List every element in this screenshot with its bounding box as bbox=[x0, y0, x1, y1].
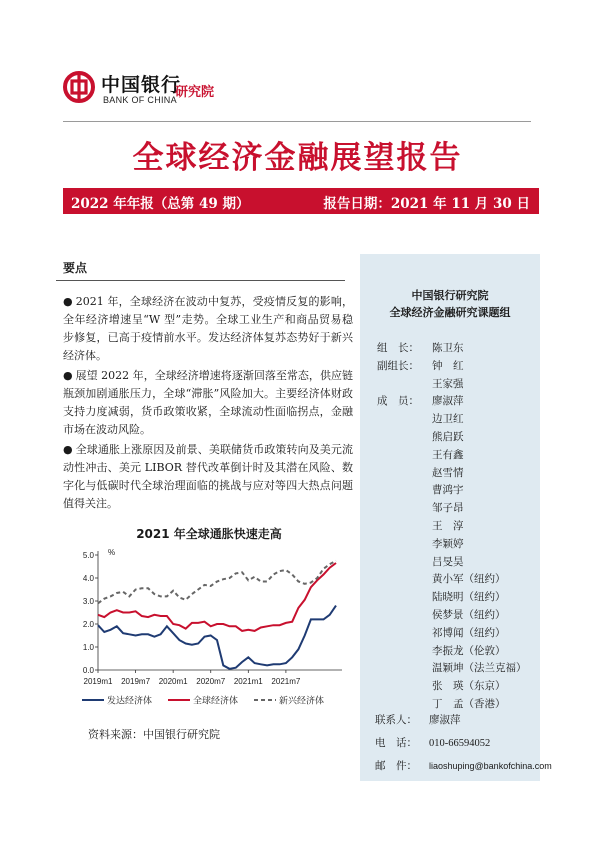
roster-member-name: 边卫红 bbox=[432, 413, 464, 426]
roster-row bbox=[377, 643, 527, 661]
research-team-sidebar bbox=[360, 254, 552, 781]
roster-role: 组 长： bbox=[377, 342, 419, 354]
roster-row bbox=[377, 500, 527, 518]
roster-member-name: 王家强 bbox=[432, 377, 464, 390]
roster-row bbox=[377, 393, 527, 411]
roster-row bbox=[377, 625, 527, 643]
report-title: 全球经济金融展望报告 bbox=[132, 140, 463, 176]
roster-row bbox=[377, 465, 527, 483]
contact-email-row: 邮 件： liaoshuping@bankofchina.com bbox=[375, 760, 552, 772]
roster-member-name: 陆晓明（纽约） bbox=[432, 591, 506, 604]
header-divider bbox=[63, 121, 531, 122]
y-tick-label: 3.0 bbox=[82, 597, 94, 606]
y-unit-label: % bbox=[108, 548, 116, 557]
y-tick-label: 2.0 bbox=[82, 620, 94, 629]
key-points-list bbox=[63, 293, 353, 515]
roster-row bbox=[377, 554, 527, 572]
roster-member-name: 李颖婷 bbox=[432, 537, 464, 550]
key-point-item: ● 2021 年，全球经济在波动中复苏，受疫情反复的影响，全年经济增速呈“W 型”走势。全球工业生产和商品贸易稳步修复，已高于疫情前水平。发达经济体复苏态势好于新兴经济体。 bbox=[63, 295, 353, 362]
key-points-divider bbox=[56, 280, 345, 281]
roster-member-name: 钟 红 bbox=[432, 359, 464, 372]
logo-english-name: BANK OF CHINA bbox=[103, 95, 177, 105]
roster-row bbox=[377, 607, 527, 625]
x-tick-label: 2020m7 bbox=[196, 677, 226, 686]
roster-row bbox=[377, 571, 527, 589]
roster-member-name: 黄小军（纽约） bbox=[432, 573, 506, 586]
key-point-item: ● 全球通胀上涨原因及前景、美联储货币政策转向及美元流动性冲击、美元 LIBOR 替代改革倒计时及其潜在风险、数字化与低碳时代全球治理面临的挑战与应对等四大热点问题值得关注。 bbox=[63, 443, 353, 510]
x-tick-label: 2020m1 bbox=[158, 677, 188, 686]
bank-logo bbox=[63, 69, 348, 114]
roster-role: 成 员： bbox=[377, 395, 419, 408]
contact-info bbox=[375, 709, 552, 778]
sidebar-org-name: 中国银行研究院 bbox=[411, 289, 489, 302]
bank-of-china-logo-icon bbox=[63, 71, 95, 103]
roster-member-name: 曹鸿宇 bbox=[432, 484, 464, 497]
roster-row bbox=[377, 589, 527, 607]
roster-member-name: 祁博闻（纽约） bbox=[432, 626, 506, 639]
roster-row bbox=[377, 482, 527, 500]
roster-member-name: 丁 孟（香港） bbox=[432, 697, 506, 710]
roster-member-name: 廖淑萍 bbox=[432, 395, 464, 408]
report-date: 报告日期：2021 年 11 月 30 日 bbox=[323, 196, 530, 212]
roster-row bbox=[377, 340, 527, 358]
x-tick-label: 2021m1 bbox=[233, 677, 263, 686]
roster-row bbox=[377, 358, 527, 376]
legend-label: 全球经济体 bbox=[193, 696, 239, 707]
roster-member-name: 侯梦景（纽约） bbox=[432, 608, 506, 621]
chart-source: 资料来源：中国银行研究院 bbox=[88, 728, 220, 741]
roster-row bbox=[377, 411, 527, 429]
roster-row bbox=[377, 376, 527, 394]
inflation-chart bbox=[74, 525, 364, 745]
y-tick-label: 4.0 bbox=[82, 574, 94, 583]
roster-member-name: 邹子昂 bbox=[432, 502, 464, 515]
roster-row bbox=[377, 429, 527, 447]
series-line-0 bbox=[98, 606, 336, 669]
series-line-1 bbox=[98, 563, 336, 631]
roster-member-name: 陈卫东 bbox=[432, 342, 464, 354]
issue-number: 2022 年年报（总第 49 期） bbox=[71, 196, 250, 212]
legend-label: 新兴经济体 bbox=[279, 696, 325, 707]
x-tick-label: 2019m7 bbox=[121, 677, 151, 686]
bullet-icon: ● bbox=[63, 295, 73, 308]
roster-row bbox=[377, 518, 527, 536]
y-tick-label: 0.0 bbox=[82, 666, 94, 675]
roster-row bbox=[377, 678, 527, 696]
contact-email-link[interactable]: liaoshuping@bankofchina.com bbox=[429, 761, 552, 771]
y-tick-label: 1.0 bbox=[82, 643, 94, 652]
contact-person: 廖淑萍 bbox=[429, 714, 461, 726]
roster-member-name: 李振龙（伦敦） bbox=[432, 644, 506, 657]
roster-member-name: 张 瑛（东京） bbox=[432, 680, 506, 693]
key-points-heading: 要点 bbox=[63, 261, 88, 275]
roster-member-name: 吕旻昊 bbox=[432, 555, 464, 568]
inflation-line-chart bbox=[74, 543, 364, 743]
roster-member-name: 王 淳 bbox=[432, 519, 464, 532]
contact-phone-row: 电 话： 010-66594052 bbox=[375, 737, 491, 749]
roster-member-name: 熊启跃 bbox=[432, 430, 464, 443]
roster-row bbox=[377, 536, 527, 554]
roster-member-name: 温颖坤（法兰克福） bbox=[432, 662, 527, 675]
logo-chinese-name: 中国银行 bbox=[101, 74, 182, 96]
roster-row bbox=[377, 660, 527, 678]
roster-row bbox=[377, 447, 527, 465]
x-tick-label: 2021m7 bbox=[271, 677, 301, 686]
contact-person-row: 联系人： 廖淑萍 bbox=[375, 714, 461, 726]
roster-member-name: 王有鑫 bbox=[432, 448, 464, 461]
department-name: 研究院 bbox=[175, 85, 215, 100]
key-point-item: ● 展望 2022 年，全球经济增速将逐渐回落至常态，供应链瓶颈加剧通胀压力，全球“滞胀”风险加大。主要经济体财政支持力度减弱，货币政策收紧，全球流动性面临拐点，金融市场在波动风险。 bbox=[63, 369, 353, 436]
roster-member-name: 赵雪情 bbox=[432, 466, 464, 479]
legend-label: 发达经济体 bbox=[107, 696, 153, 707]
issue-bar bbox=[63, 188, 539, 214]
chart-title: 2021 年全球通胀快速走高 bbox=[136, 527, 282, 541]
sidebar-group-name: 全球经济金融研究课题组 bbox=[389, 306, 511, 319]
y-tick-label: 5.0 bbox=[82, 551, 94, 560]
bullet-icon: ● bbox=[63, 369, 73, 382]
roster-role: 副组长： bbox=[377, 359, 419, 372]
series-line-2 bbox=[98, 561, 336, 604]
team-roster bbox=[377, 340, 527, 714]
contact-phone: 010-66594052 bbox=[429, 738, 491, 749]
bullet-icon: ● bbox=[63, 443, 73, 456]
x-tick-label: 2019m1 bbox=[83, 677, 113, 686]
